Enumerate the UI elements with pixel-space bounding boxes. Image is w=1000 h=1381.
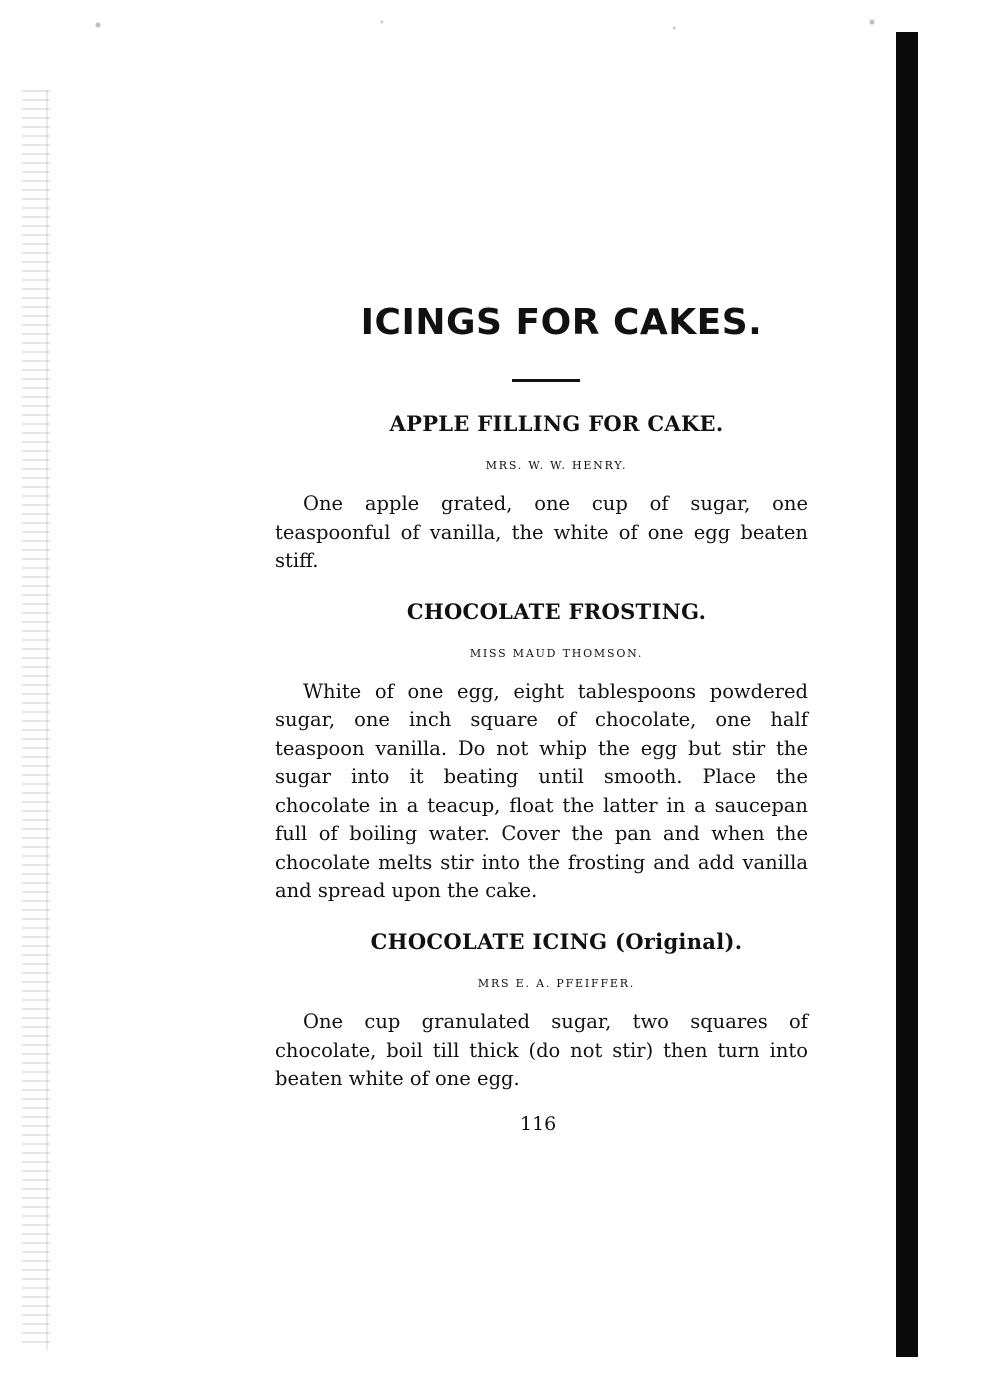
scan-speckle [55, 10, 915, 40]
chapter-title: ICINGS FOR CAKES. [360, 302, 763, 343]
page-number: 116 [520, 1113, 557, 1135]
recipe-chocolate-frosting [275, 598, 808, 906]
binding-gutter [22, 90, 50, 1350]
scan-edge-bar [896, 32, 918, 1357]
title-rule [512, 379, 580, 382]
recipe-author: MRS. W. W. HENRY. [485, 459, 628, 473]
recipe-author: MRS E. A. PFEIFFER. [477, 977, 636, 991]
page-content [275, 300, 808, 1116]
recipe-title: APPLE FILLING FOR CAKE. [389, 410, 724, 436]
recipe-chocolate-icing [275, 928, 808, 1094]
recipe-text: One apple grated, one cup of sugar, one teaspoonful of vanilla, the white of one egg beaten stiff. [275, 492, 808, 573]
recipe-text: One cup granulated sugar, two squares of chocolate, boil till thick (do not stir) then turn into beaten white of one egg. [275, 1010, 808, 1091]
recipe-text: White of one egg, eight tablespoons powdered sugar, one inch square of chocolate, one half teaspoon vanilla. Do not whip the egg but stir the sugar into it beating until smooth. Place the chocolate in a teacup, float the latter in a saucepan full of boiling water. Cover the pan and when the chocolate melts stir into the frosting and add vanilla and spread upon the cake. [275, 679, 808, 903]
recipe-title: CHOCOLATE FROSTING. [406, 598, 707, 624]
recipe-apple-filling [275, 410, 808, 576]
recipe-title: CHOCOLATE ICING (Original). [370, 928, 743, 954]
recipe-author: MISS MAUD THOMSON. [469, 646, 644, 660]
